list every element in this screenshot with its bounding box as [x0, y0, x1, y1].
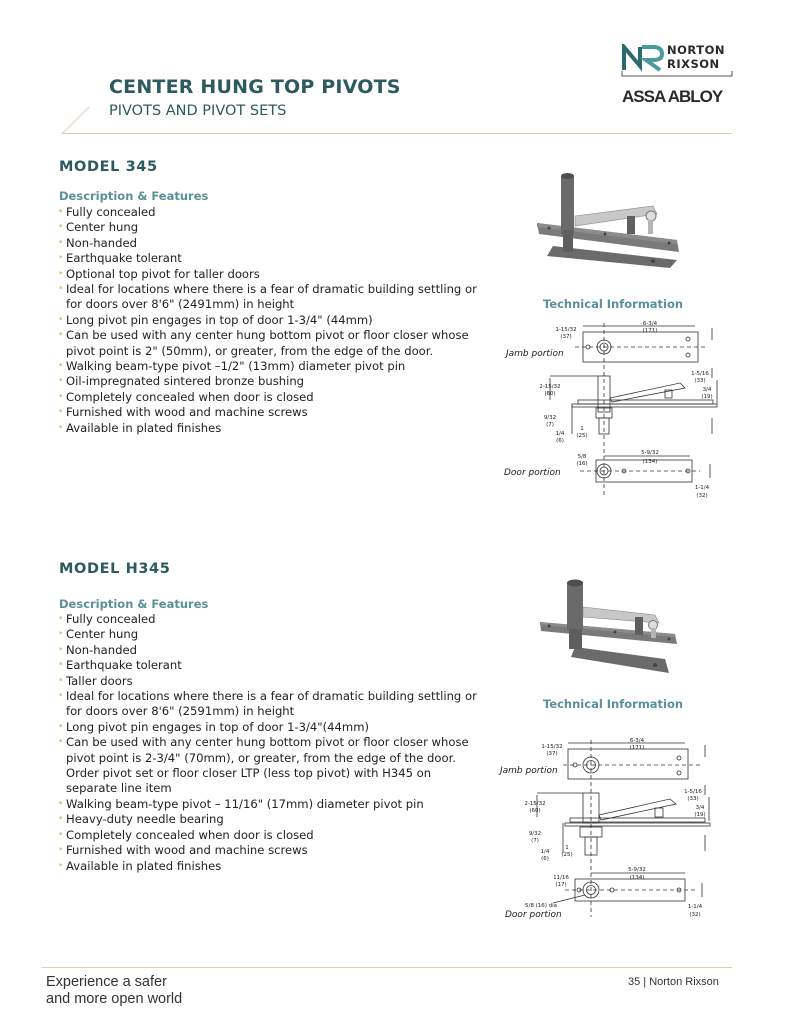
dim-label: (33)	[694, 378, 706, 384]
dim-label: 1-1/4	[694, 485, 710, 491]
model-h345-features-list	[57, 612, 477, 874]
model-h345-heading: MODEL H345	[59, 561, 171, 577]
list-item: • Center hung	[58, 627, 139, 642]
dim-label: (7)	[546, 422, 554, 428]
logo-assa-abloy: ASSA ABLOY	[622, 87, 723, 106]
list-item: • Long pivot pin engages in top of door 1-3/4"(44mm)	[58, 719, 370, 734]
list-item: • Heavy-duty needle bearing	[58, 812, 224, 827]
page-subtitle: PIVOTS AND PIVOT SETS	[109, 103, 287, 119]
footer-divider	[42, 967, 732, 968]
list-item: • Center hung	[58, 220, 139, 235]
dim-label: (17)	[555, 882, 567, 888]
tagline-line-1: Experience a safer	[46, 974, 167, 990]
dim-label: 6-3/4	[629, 738, 645, 744]
dim-label: (32)	[689, 912, 701, 918]
dim-label: (32)	[696, 493, 708, 499]
dim-label: 3/4	[702, 387, 712, 393]
list-item: • Optional top pivot for taller doors	[58, 266, 260, 281]
list-item: • Non-handed	[58, 642, 137, 657]
logo-rixson: RIXSON	[667, 57, 720, 71]
list-item: • Furnished with wood and machine screws	[58, 405, 308, 420]
list-item: • Oil-impregnated sintered bronze bushing	[58, 374, 305, 389]
dim-label: (25)	[561, 852, 573, 858]
dim-label: 3/4	[695, 805, 705, 811]
model-h345-technical-drawing	[495, 735, 723, 925]
dim-label: (6)	[556, 438, 564, 444]
list-item: • Ideal for locations where there is a fear of dramatic building settling or for doors over 8'6" (2591mm) in height	[58, 689, 477, 719]
dim-label: 1-5/16	[691, 371, 709, 377]
list-item: • Long pivot pin engages in top of door 1-3/4" (44mm)	[58, 312, 373, 327]
dim-label: 1/4	[555, 431, 565, 437]
dim-label: 5/8	[577, 454, 587, 460]
dim-label: (134)	[642, 459, 658, 465]
dim-label: 6-3/4	[642, 321, 658, 327]
nr-monogram-icon	[622, 44, 666, 72]
dim-label: 1	[565, 845, 569, 851]
list-item: • Ideal for locations where there is a fear of dramatic building settling or for doors over 8'6" (2491mm) in height	[58, 282, 477, 312]
list-item: • Taller doors	[58, 673, 133, 688]
model-345-features-list	[57, 205, 477, 436]
door-portion-label: Door portion	[504, 468, 561, 478]
page-number: 35 | Norton Rixson	[628, 976, 719, 988]
dim-label: 2-15/32	[524, 801, 546, 807]
model-h345-features-heading: Description & Features	[59, 597, 209, 611]
dim-label: (25)	[576, 433, 588, 439]
list-item: • Walking beam-type pivot –1/2" (13mm) diameter pivot pin	[58, 359, 406, 374]
model-345-tech-heading: Technical Information	[543, 297, 684, 311]
brand-logo	[620, 40, 735, 110]
dim-label: (37)	[546, 751, 558, 757]
dim-label: (19)	[694, 812, 706, 818]
dim-label: (7)	[531, 838, 539, 844]
dim-label: 1-15/32	[555, 327, 577, 333]
list-item: • Earthquake tolerant	[58, 658, 182, 673]
dim-label: 1	[580, 426, 584, 432]
dim-label: 1-15/32	[541, 744, 563, 750]
list-item: • Earthquake tolerant	[58, 251, 182, 266]
model-345-technical-drawing	[500, 318, 725, 503]
model-h345-tech-heading: Technical Information	[543, 697, 684, 711]
dim-label: (19)	[701, 394, 713, 400]
dim-label: 1-5/16	[684, 789, 702, 795]
dim-label: 9/32	[528, 831, 542, 837]
list-item: • Completely concealed when door is closed	[58, 827, 314, 842]
dim-label: (37)	[560, 334, 572, 340]
list-item: • Can be used with any center hung bottom pivot or floor closer whose pivot point is 2-3/4" (70mm), or greater, from the edge of the door. Order pivot set or floor closer LTP (less top pivot) with H345 on separate line item	[58, 735, 469, 796]
dim-label: (134)	[629, 875, 645, 881]
footer-tagline	[46, 974, 182, 1008]
list-item: • Fully concealed	[58, 612, 156, 626]
tagline-line-2: and more open world	[46, 991, 183, 1007]
dim-label: (171)	[642, 328, 658, 334]
door-portion-label: Door portion	[505, 910, 562, 920]
dim-label: 1-1/4	[687, 904, 703, 910]
dim-label: (33)	[687, 796, 699, 802]
list-item: • Fully concealed	[58, 205, 156, 219]
list-item: • Available in plated finishes	[58, 858, 222, 873]
list-item: • Furnished with wood and machine screws	[58, 843, 308, 858]
dim-label: (16)	[576, 461, 588, 467]
dim-label: (6)	[541, 856, 549, 862]
dim-label: (60)	[529, 808, 541, 814]
list-item: • Walking beam-type pivot – 11/16" (17mm) diameter pivot pin	[58, 796, 424, 811]
product-photo-345	[535, 168, 685, 273]
model-345-heading: MODEL 345	[59, 159, 158, 175]
logo-bracket	[620, 70, 735, 78]
list-item: • Completely concealed when door is closed	[58, 389, 314, 404]
model-345-features-heading: Description & Features	[59, 189, 209, 203]
logo-norton: NORTON	[667, 43, 725, 57]
dim-label: 11/16	[553, 875, 569, 881]
jamb-portion-label: Jamb portion	[500, 766, 558, 776]
dim-label: 2-15/32	[539, 384, 561, 390]
jamb-portion-label: Jamb portion	[506, 349, 564, 359]
list-item: • Non-handed	[58, 235, 137, 250]
dim-label: 1/4	[540, 849, 550, 855]
product-photo-h345	[535, 577, 685, 677]
dim-label: 5-9/32	[628, 867, 646, 873]
dim-label: 5-9/32	[641, 450, 659, 456]
page-title: CENTER HUNG TOP PIVOTS	[109, 76, 401, 98]
dim-label: 5/8 (16) dia	[524, 903, 558, 909]
dim-label: 9/32	[543, 415, 557, 421]
dim-label: (60)	[544, 391, 556, 397]
header-divider	[62, 133, 732, 134]
dim-label: (171)	[629, 745, 645, 751]
list-item: • Can be used with any center hung bottom pivot or floor closer whose pivot point is 2" (50mm), or greater, from the edge of the door.	[58, 328, 469, 358]
list-item: • Available in plated finishes	[58, 420, 222, 435]
